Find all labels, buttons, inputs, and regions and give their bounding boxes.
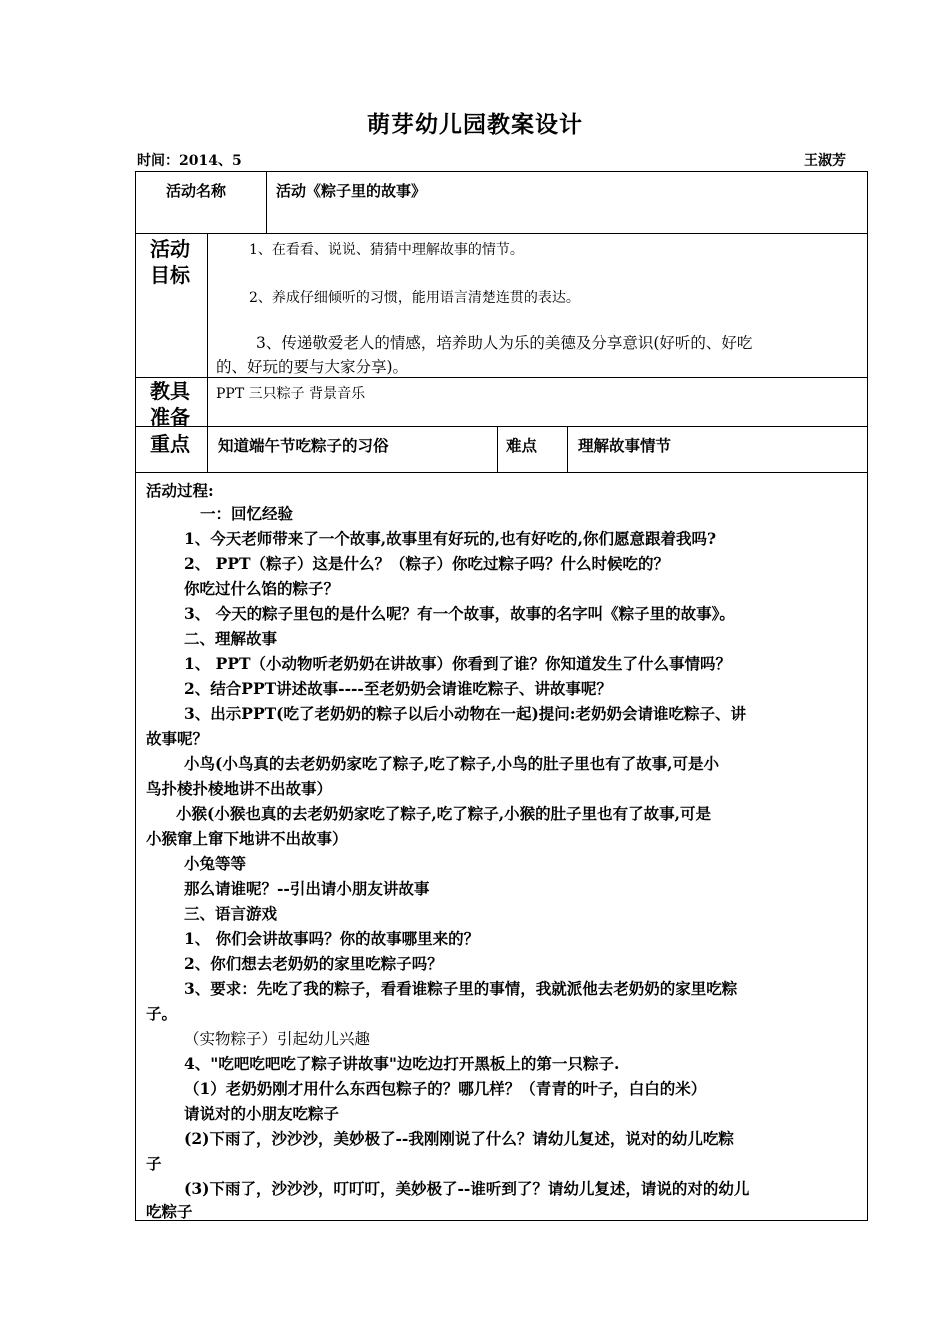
- goal-2: 2、养成仔细倾听的习惯，能用语言清楚连贯的表达。: [249, 290, 580, 306]
- process-line: （1）老奶奶刚才用什么东西包粽子的？哪几样？（青青的叶子，白白的米）: [184, 1079, 707, 1098]
- process-line: 子: [146, 1154, 162, 1173]
- goals-label: 活动 目标: [150, 237, 190, 287]
- process-line: 请说对的小朋友吃粽子: [184, 1104, 340, 1123]
- process-line: (2)下雨了，沙沙沙，美妙极了--我刚刚说了什么？请幼儿复述，说对的幼儿吃粽: [184, 1129, 734, 1148]
- time-label: 时间：2014、5: [137, 153, 242, 169]
- materials-value: PPT 三只粽子 背景音乐: [216, 386, 366, 402]
- process-line: 你吃过什么馅的粽子？: [184, 579, 340, 598]
- page-title: 萌芽幼儿园教案设计: [367, 111, 583, 138]
- process-heading: 活动过程:: [146, 481, 214, 500]
- process-line: 1、 PPT（小动物听老奶奶在讲故事）你看到了谁？你知道发生了什么事情吗？: [184, 654, 732, 673]
- col-divider: [567, 426, 568, 472]
- row-divider: [136, 377, 867, 378]
- col-divider: [497, 426, 498, 472]
- process-line: 2、结合PPT讲述故事----至老奶奶会请谁吃粽子、讲故事呢？: [184, 679, 612, 698]
- process-line: 故事呢？: [146, 729, 209, 748]
- process-line: 小猴(小猴也真的去老奶奶家吃了粽子,吃了粽子,小猴的肚子里也有了故事,可是: [176, 804, 712, 823]
- key-point-label: 重点: [150, 432, 190, 456]
- activity-name-label: 活动名称: [166, 182, 227, 200]
- activity-name-value: 活动《粽子里的故事》: [276, 182, 427, 200]
- row-divider: [136, 426, 867, 427]
- process-line: （实物粽子）引起幼儿兴趣: [184, 1030, 371, 1048]
- process-line: 2、 PPT（粽子）这是什么？（粽子）你吃过粽子吗？什么时候吃的？: [184, 554, 670, 573]
- process-line: 小猴窜上窜下地讲不出故事）: [146, 829, 348, 848]
- process-line: (3)下雨了，沙沙沙，叮叮叮，美妙极了--谁听到了？请幼儿复述，请说的对的幼儿: [184, 1179, 750, 1198]
- difficulty-label: 难点: [506, 436, 538, 455]
- difficulty-value: 理解故事情节: [578, 436, 672, 455]
- process-line: 1、今天老师带来了一个故事,故事里有好玩的,也有好吃的,你们愿意跟着我吗?: [184, 529, 717, 548]
- process-line: 鸟扑棱扑棱地讲不出故事）: [146, 779, 333, 798]
- process-line: 小鸟(小鸟真的去老奶奶家吃了粽子,吃了粽子,小鸟的肚子里也有了故事,可是小: [184, 754, 720, 773]
- process-line: 1、 你们会讲故事吗？你的故事哪里来的？: [184, 929, 480, 948]
- author-name: 王淑芳: [804, 153, 846, 169]
- goal-3-line-1: 3、传递敬爱老人的情感，培养助人为乐的美德及分享意识(好听的、好吃: [256, 334, 753, 352]
- key-point-value: 知道端午节吃粽子的习俗: [218, 436, 389, 455]
- process-line: 3、出示PPT(吃了老奶奶的粽子以后小动物在一起)提问:老奶奶会请谁吃粽子、讲: [184, 704, 747, 723]
- process-line: 一：回忆经验: [200, 504, 294, 523]
- process-line: 3、要求：先吃了我的粽子，看看谁粽子里的事情，我就派他去老奶奶的家里吃粽: [184, 979, 738, 998]
- process-line: 子。: [146, 1004, 178, 1023]
- process-line: 三、语言游戏: [184, 904, 278, 923]
- process-line: 4、"吃吧吃吧吃了粽子讲故事"边吃边打开黑板上的第一只粽子.: [184, 1054, 620, 1073]
- col-divider: [266, 172, 267, 233]
- process-line: 小兔等等: [184, 854, 247, 873]
- lesson-plan-table: [135, 171, 868, 1221]
- row-divider: [136, 233, 867, 234]
- process-line: 二、理解故事: [184, 629, 278, 648]
- materials-label: 教具 准备: [150, 379, 190, 429]
- process-line: 吃粽子: [146, 1202, 193, 1221]
- goal-3-line-2: 的、好玩的要与大家分享)。: [216, 358, 409, 376]
- process-line: 2、你们想去老奶奶的家里吃粽子吗？: [184, 954, 443, 973]
- process-line: 那么请谁呢？--引出请小朋友讲故事: [184, 879, 430, 898]
- goal-1: 1、在看看、说说、猜猜中理解故事的情节。: [249, 242, 524, 258]
- process-line: 3、 今天的粽子里包的是什么呢？有一个故事，故事的名字叫《粽子里的故事》。: [184, 604, 735, 623]
- row-divider: [136, 472, 867, 473]
